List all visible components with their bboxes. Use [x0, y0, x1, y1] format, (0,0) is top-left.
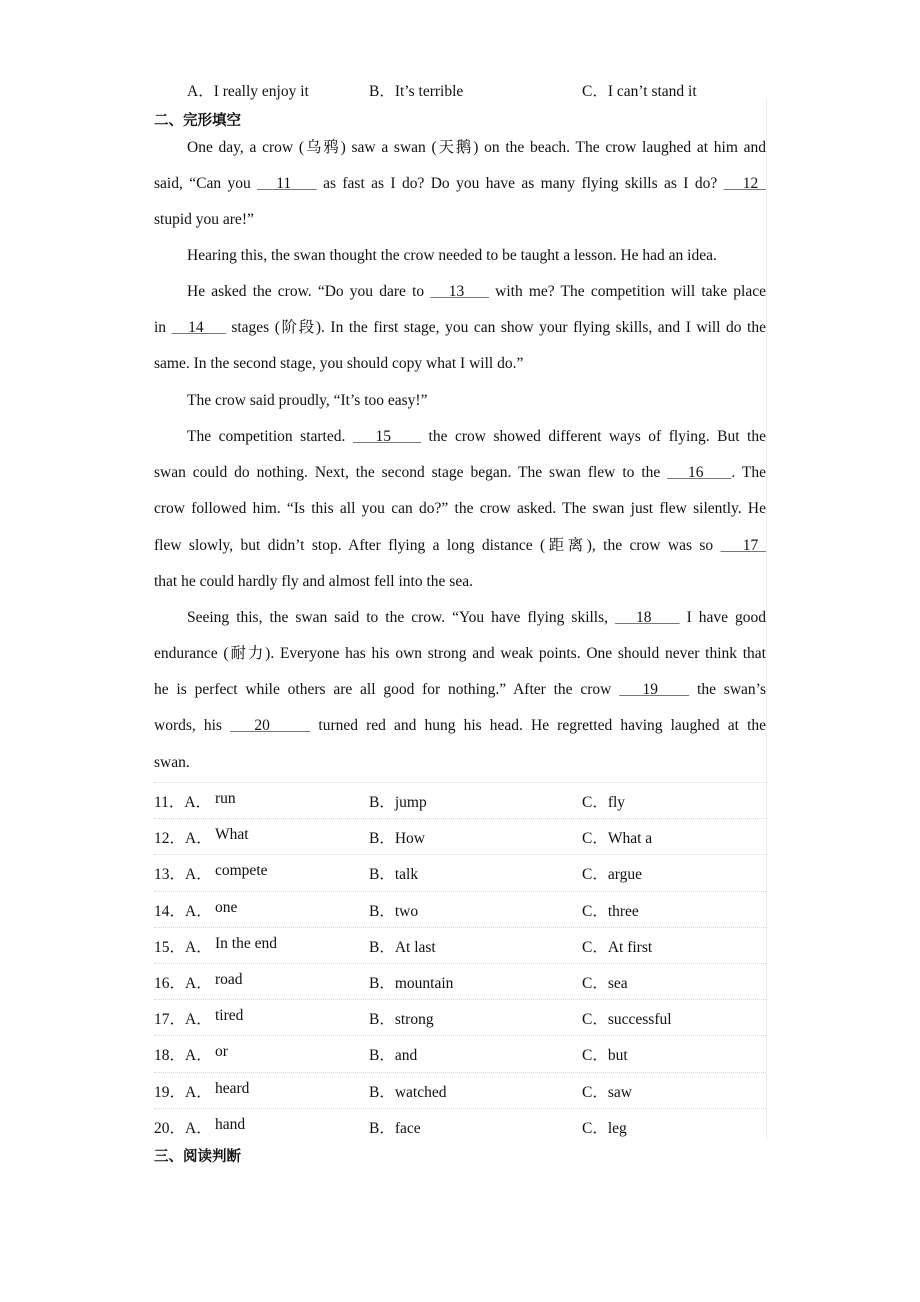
question-number: 14．A． [154, 902, 212, 920]
passage-text: crow followed him. “Is this all you can do?” the crow asked. The swan just flew silently. He [154, 500, 766, 517]
passage-line [154, 210, 766, 230]
option-a: run [215, 790, 236, 807]
passage-text: swan. [154, 754, 190, 771]
question-number: 11．A． [154, 794, 212, 811]
passage-text: He asked the crow. “Do you dare to [187, 283, 431, 300]
answer-blank: 15 [352, 428, 421, 445]
passage-text: stages (阶段). In the first stage, you can show your flying skills, and I will do the [225, 319, 766, 336]
passage-text: with me? The competition will take place [488, 283, 766, 300]
passage-text: . The [731, 464, 766, 481]
row-divider [154, 1035, 766, 1036]
passage-text: the swan’s [689, 681, 766, 698]
answer-blank: 18 [615, 609, 680, 626]
answer-blank: 11 [257, 175, 317, 192]
option-b: B．face [369, 1119, 421, 1137]
passage-line [154, 499, 766, 519]
passage-text: in [154, 319, 172, 336]
passage-line [154, 753, 766, 773]
passage-text: turned red and hung his head. He regretted having laughed at the [310, 717, 767, 734]
passage-line [154, 246, 766, 266]
question-number: 20．A． [154, 1119, 212, 1137]
row-divider [154, 891, 766, 892]
passage-line [154, 354, 766, 374]
answer-blank: 13 [430, 283, 489, 300]
option-a: In the end [215, 934, 277, 952]
passage-line [154, 716, 766, 736]
answer-blank: 17 [720, 537, 766, 554]
section-heading-cloze: 二、完形填空 [154, 113, 241, 129]
answer-blank: 16 [667, 464, 732, 481]
passage-line [154, 174, 766, 194]
row-divider [154, 963, 766, 964]
option-a: road [215, 971, 243, 988]
passage-text: The competition started. [187, 428, 353, 445]
option-b: B．mountain [369, 975, 454, 992]
passage-line [154, 644, 766, 664]
passage-line [154, 463, 766, 483]
question-number: 17．A． [154, 1011, 212, 1029]
row-divider [154, 1108, 766, 1109]
option-b: B．two [369, 902, 419, 920]
row-divider [154, 782, 766, 783]
passage-text: endurance (耐力). Everyone has his own strong and weak points. One should never think that [154, 645, 766, 662]
option-b: B．watched [369, 1083, 447, 1101]
option-b: B．At last [369, 938, 436, 956]
answer-blank: 19 [619, 681, 690, 698]
passage-text: words, his [154, 717, 231, 734]
section-heading-reading: 三、阅读判断 [154, 1149, 241, 1165]
prev-option-a: A．I really enjoy it [187, 83, 309, 100]
passage-line [154, 608, 766, 628]
passage-text: said, “Can you [154, 175, 258, 192]
passage-text: same. In the second stage, you should copy what I will do.” [154, 355, 524, 372]
option-a: tired [215, 1007, 244, 1025]
passage-line [154, 536, 766, 556]
option-c: C．three [582, 902, 639, 920]
row-divider [154, 927, 766, 928]
answer-blank: 20 [230, 717, 311, 734]
passage-line [154, 391, 766, 411]
option-a: compete [215, 862, 268, 880]
option-c: C．sea [582, 975, 628, 992]
passage-text: swan could do nothing. Next, the second stage began. The swan flew to the [154, 464, 668, 481]
question-number: 13．A． [154, 866, 212, 884]
option-a: one [215, 898, 238, 916]
passage-text: flew slowly, but didn’t stop. After flying a long distance (距离), the crow was so [154, 537, 721, 554]
passage-text: he is perfect while others are all good for nothing.” After the crow [154, 681, 620, 698]
passage-text: Seeing this, the swan said to the crow. “You have flying skills, [187, 609, 616, 626]
option-b: B．jump [369, 794, 427, 811]
option-c: C．fly [582, 794, 626, 811]
passage-text: One day, a crow (乌鸦) saw a swan (天鹅) on the beach. The crow laughed at him and [187, 139, 766, 156]
margin-guide [766, 100, 767, 1140]
passage-line [154, 282, 766, 302]
option-a: or [215, 1043, 228, 1061]
question-number: 19．A． [154, 1083, 212, 1101]
prev-option-c: C．I can’t stand it [582, 83, 697, 100]
passage-line [154, 318, 766, 338]
passage-line [154, 427, 766, 447]
passage-text: the crow showed different ways of flying. But the [421, 428, 766, 445]
option-c: C．What a [582, 830, 653, 848]
row-divider [154, 854, 766, 855]
passage-text: as fast as I do? Do you have as many flying skills as I do? [316, 175, 724, 192]
option-a: heard [215, 1079, 250, 1097]
option-b: B．talk [369, 866, 419, 884]
passage-text: that he could hardly fly and almost fell into the sea. [154, 573, 473, 590]
passage-line [154, 680, 766, 700]
option-a: What [215, 826, 249, 844]
passage-line [154, 572, 766, 592]
row-divider [154, 1072, 766, 1073]
question-number: 16．A． [154, 975, 212, 992]
option-a: hand [215, 1115, 246, 1133]
row-divider [154, 999, 766, 1000]
passage-text: stupid you are!” [154, 211, 254, 228]
option-b: B．How [369, 830, 425, 848]
option-c: C．successful [582, 1011, 672, 1029]
option-c: C．but [582, 1047, 628, 1065]
passage-text: Hearing this, the swan thought the crow needed to be taught a lesson. He had an idea. [187, 247, 717, 264]
answer-blank: 12 [723, 175, 766, 192]
option-c: C．leg [582, 1119, 627, 1137]
option-b: B．strong [369, 1011, 434, 1029]
option-b: B．and [369, 1047, 418, 1065]
passage-text: The crow said proudly, “It’s too easy!” [187, 392, 428, 409]
row-divider [154, 818, 766, 819]
option-c: C．argue [582, 866, 642, 884]
prev-option-b: B．It’s terrible [369, 83, 464, 100]
question-number: 18．A． [154, 1047, 212, 1065]
question-number: 12．A． [154, 830, 212, 848]
passage-text: I have good [679, 609, 766, 626]
option-c: C．saw [582, 1083, 632, 1101]
passage-line [154, 138, 766, 158]
option-c: C．At first [582, 938, 653, 956]
question-number: 15．A． [154, 938, 212, 956]
answer-blank: 14 [171, 319, 226, 336]
